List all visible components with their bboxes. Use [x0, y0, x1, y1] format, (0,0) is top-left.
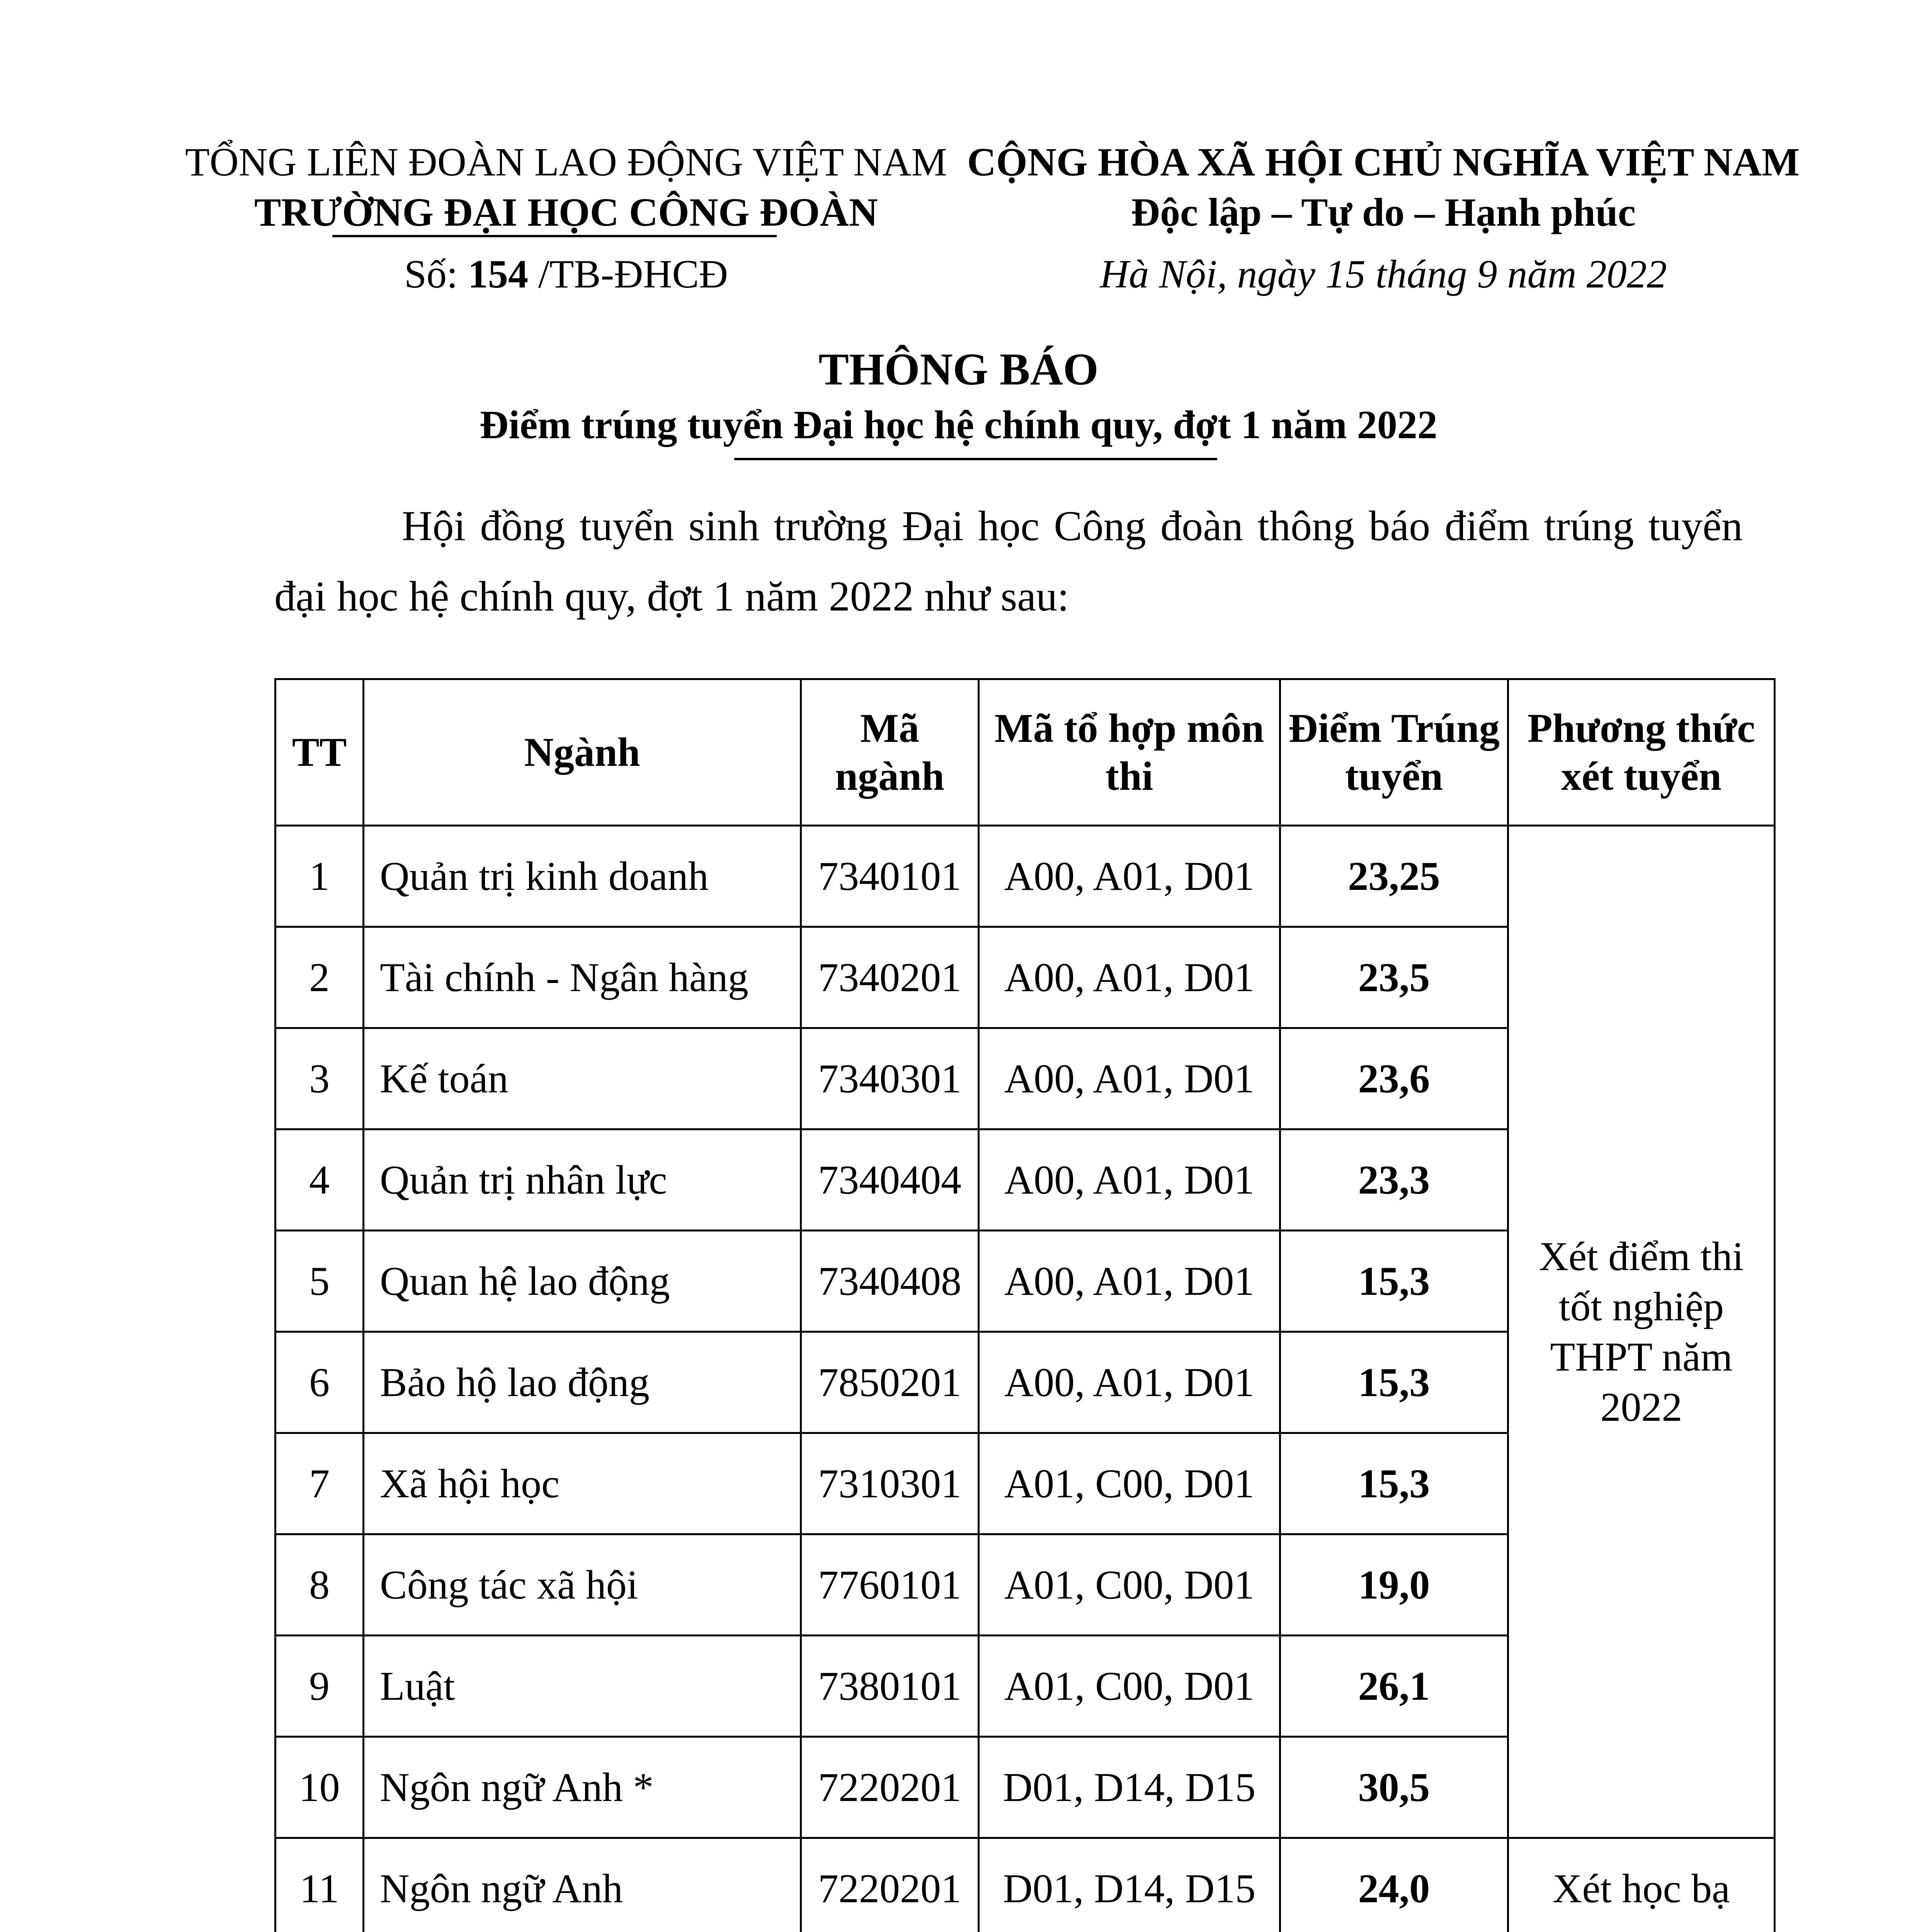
nation-name: CỘNG HÒA XÃ HỘI CHỦ NGHĨA VIỆT NAM: [967, 140, 1800, 184]
cell-diem: 23,5: [1280, 927, 1508, 1028]
header-to-hop: Mã tổ hợp môn thi: [979, 679, 1280, 826]
header-nganh: Ngành: [364, 679, 801, 826]
cell-to-hop: D01, D14, D15: [979, 1737, 1280, 1838]
cell-nganh: Công tác xã hội: [364, 1534, 801, 1636]
cell-nganh: Kế toán: [364, 1028, 801, 1129]
cell-tt: 5: [276, 1231, 364, 1332]
admission-table: [274, 678, 1776, 1932]
document-number-suffix: /TB-ĐHCĐ: [538, 252, 728, 296]
cell-to-hop: D01, D14, D15: [979, 1838, 1280, 1932]
national-heading-block: [962, 137, 1805, 299]
cell-diem: 23,6: [1280, 1028, 1508, 1129]
school-name: TRƯỜNG ĐẠI HỌC CÔNG ĐOÀN: [254, 190, 878, 235]
cell-ma-nganh: 7340404: [801, 1129, 979, 1231]
cell-phuong-thuc-group: Xét điểm thi tốt nghiệp THPT năm 2022: [1508, 826, 1775, 1838]
cell-diem: 19,0: [1280, 1534, 1508, 1636]
cell-to-hop: A01, C00, D01: [979, 1433, 1280, 1534]
cell-to-hop: A01, C00, D01: [979, 1534, 1280, 1636]
cell-tt: 8: [276, 1534, 364, 1636]
cell-ma-nganh: 7340408: [801, 1231, 979, 1332]
cell-to-hop: A00, A01, D01: [979, 1028, 1280, 1129]
national-motto: Độc lập – Tự do – Hạnh phúc: [1131, 190, 1636, 235]
place-and-date: Hà Nội, ngày 15 tháng 9 năm 2022: [1100, 252, 1667, 296]
table-header-row: [276, 679, 1775, 826]
cell-tt: 4: [276, 1129, 364, 1231]
cell-to-hop: A00, A01, D01: [979, 1231, 1280, 1332]
cell-to-hop: A00, A01, D01: [979, 1129, 1280, 1231]
cell-nganh: Ngôn ngữ Anh: [364, 1838, 801, 1932]
cell-diem: 15,3: [1280, 1433, 1508, 1534]
school-name-underline: [332, 235, 777, 237]
cell-tt: 11: [276, 1838, 364, 1932]
cell-ma-nganh: 7220201: [801, 1737, 979, 1838]
document-title: THÔNG BÁO: [818, 344, 1099, 395]
cell-tt: 3: [276, 1028, 364, 1129]
cell-nganh: Quản trị kinh doanh: [364, 826, 801, 927]
cell-to-hop: A01, C00, D01: [979, 1636, 1280, 1737]
document-number-value: 154: [468, 252, 528, 296]
cell-ma-nganh: 7340201: [801, 927, 979, 1028]
cell-ma-nganh: 7380101: [801, 1636, 979, 1737]
cell-nganh: Bảo hộ lao động: [364, 1332, 801, 1433]
cell-tt: 6: [276, 1332, 364, 1433]
cell-tt: 7: [276, 1433, 364, 1534]
cell-ma-nganh: 7340101: [801, 826, 979, 927]
subtitle-underline: [734, 458, 1217, 460]
cell-nganh: Xã hội học: [364, 1433, 801, 1534]
cell-diem: 15,3: [1280, 1332, 1508, 1433]
header-diem: Điểm Trúng tuyển: [1280, 679, 1508, 826]
cell-nganh: Tài chính - Ngân hàng: [364, 927, 801, 1028]
cell-diem: 26,1: [1280, 1636, 1508, 1737]
cell-to-hop: A00, A01, D01: [979, 927, 1280, 1028]
cell-tt: 2: [276, 927, 364, 1028]
intro-paragraph: Hội đồng tuyển sinh trường Đại học Công đoàn thông báo điểm trúng tuyển đại học hệ chính quy, đợt 1 năm 2022 như sau:: [274, 502, 1743, 620]
table-row: [276, 826, 1775, 927]
parent-organization: TỔNG LIÊN ĐOÀN LAO ĐỘNG VIỆT NAM: [185, 140, 947, 184]
document-subtitle: Điểm trúng tuyển Đại học hệ chính quy, đợt 1 năm 2022: [480, 403, 1437, 447]
cell-to-hop: A00, A01, D01: [979, 1332, 1280, 1433]
cell-diem: 24,0: [1280, 1838, 1508, 1932]
cell-tt: 9: [276, 1636, 364, 1737]
cell-nganh: Quản trị nhân lực: [364, 1129, 801, 1231]
cell-tt: 10: [276, 1737, 364, 1838]
document-number-label: Số:: [404, 252, 458, 296]
header-phuong-thuc: Phương thức xét tuyển: [1508, 679, 1775, 826]
issuer-block: [170, 137, 962, 299]
cell-nganh: Ngôn ngữ Anh *: [364, 1737, 801, 1838]
cell-ma-nganh: 7850201: [801, 1332, 979, 1433]
cell-nganh: Quan hệ lao động: [364, 1231, 801, 1332]
cell-diem: 15,3: [1280, 1231, 1508, 1332]
cell-phuong-thuc-last: Xét học bạ: [1508, 1838, 1775, 1932]
cell-ma-nganh: 7760101: [801, 1534, 979, 1636]
cell-nganh: Luật: [364, 1636, 801, 1737]
cell-to-hop: A00, A01, D01: [979, 826, 1280, 927]
cell-ma-nganh: 7220201: [801, 1838, 979, 1932]
table-row: [276, 1838, 1775, 1932]
cell-ma-nganh: 7340301: [801, 1028, 979, 1129]
cell-tt: 1: [276, 826, 364, 927]
cell-diem: 30,5: [1280, 1737, 1508, 1838]
header-ma-nganh: Mã ngành: [801, 679, 979, 826]
cell-ma-nganh: 7310301: [801, 1433, 979, 1534]
cell-diem: 23,25: [1280, 826, 1508, 927]
document-number: [170, 249, 962, 299]
cell-diem: 23,3: [1280, 1129, 1508, 1231]
header-tt: TT: [276, 679, 364, 826]
